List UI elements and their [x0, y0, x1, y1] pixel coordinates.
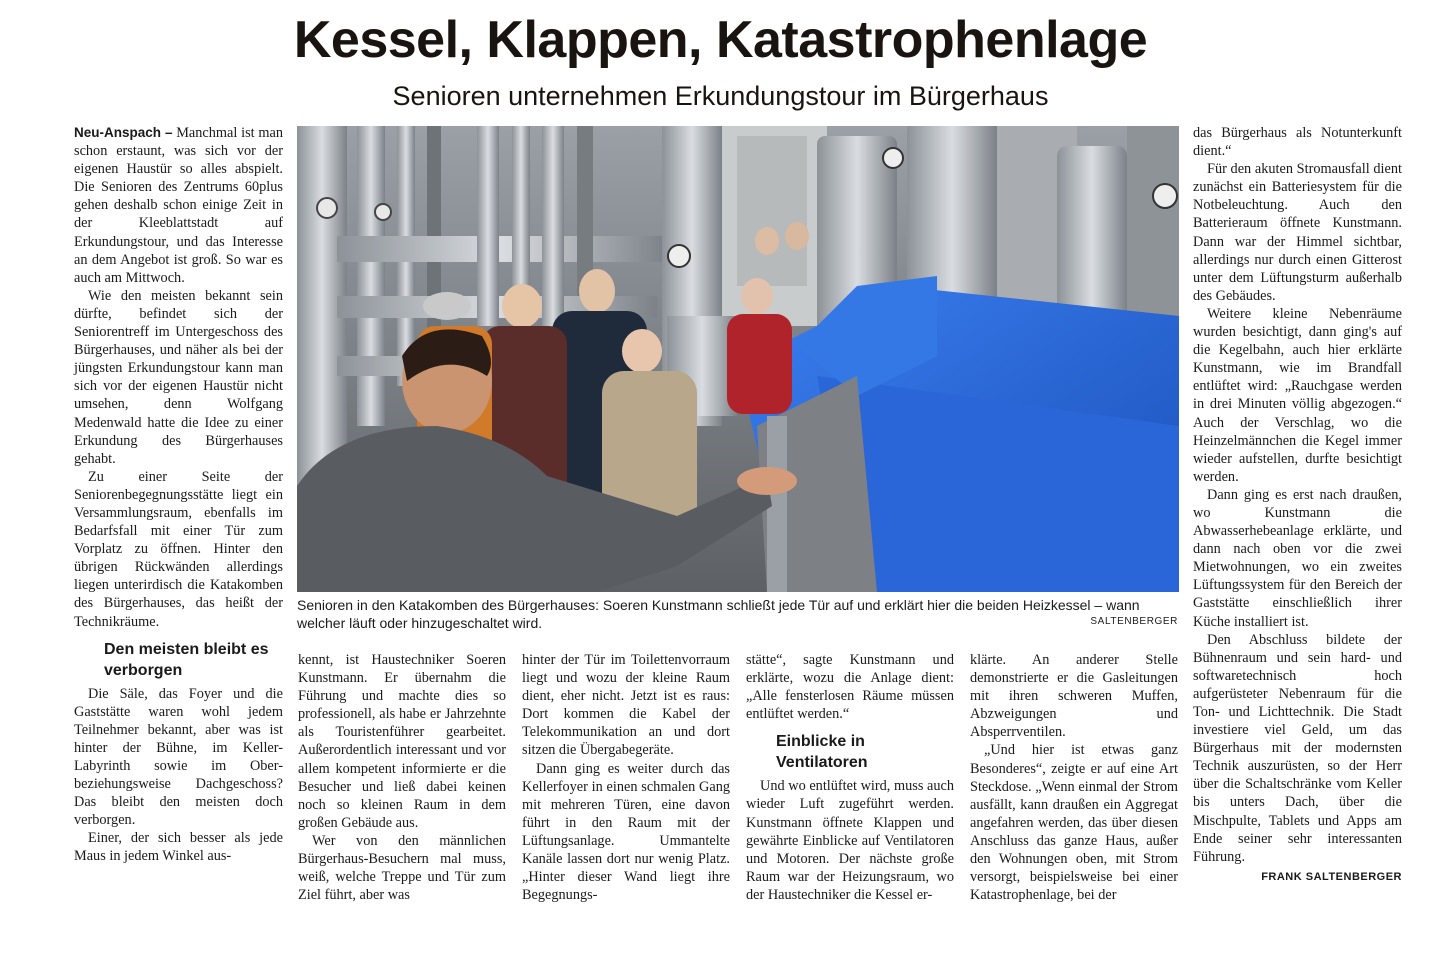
article-column-4: [746, 651, 954, 904]
article-column-2: [298, 651, 506, 904]
article-column-5: [970, 651, 1178, 904]
paragraph: Dann ging es erst nach draußen, wo Kunstmann die Abwasserhebeanlage erklärte, und dann nach oben vor die zwei Mietwohnungen, wo ein zweites Lüftungssystem für den Bereich der Gaststätte einschließlich ihrer Küche installiert ist.: [1193, 486, 1402, 630]
paragraph: Und wo entlüftet wird, muss auch wieder Luft zugeführt werden. Kunstmann öffnete Klappen und gewährte Einblicke auf Ventilatoren und Motoren. Der nächste große Raum war der Heizungsraum, wo der Haustechniker die Kessel er-: [746, 778, 954, 903]
photo-caption: Senioren in den Katakomben des Bürgerhauses: Soeren Kunstmann schließt jede Tür auf und erklärt hier die beiden Heizkessel – wann welcher läuft oder hinzugeschaltet wird.: [297, 597, 1140, 631]
paragraph: Zu einer Seite der Seniorenbegegnungsstätte liegt ein Versammlungsraum, ebenfalls im Bedarfsfall mit einer Tür zum Vorplatz zu öffnen. Hinter den übrigen Rückwänden allerdings liegen unterirdisch die Katakomben des Bürgerhauses, das heißt der Technikräume.: [74, 468, 283, 630]
paragraph: Für den akuten Stromausfall dient zunächst ein Batteriesystem für die Notbeleuchtung. Auch den Batterieraum öffnete Kunstmann. Dann war der Himmel sichtbar, allerdings nur durch einen Gitterost unter dem Lüftungsturm außerhalb des Gebäudes.: [1193, 161, 1402, 304]
paragraph: Wer von den männlichen Bürgerhaus-Besuchern mal muss, weiß, welche Treppe und Tür zum Ziel führt, aber was: [298, 832, 506, 904]
paragraph: das Bürgerhaus als Notunterkunft dient.“: [1193, 125, 1402, 160]
paragraph: hinter der Tür im Toilettenvorraum liegt und wozu der kleine Raum dient, eher nicht. Jetzt ist es raus: Dort kommen die Kabel der Telekommunikation an und dort sitzen die Übergabegeräte.: [522, 652, 730, 759]
article-photo: [297, 126, 1179, 592]
paragraph: „Und hier ist etwas ganz Besonderes“, zeigte er auf eine Art Steckdose. „Wenn einmal der Strom ausfällt, kann draußen ein Aggregat angefahren werden, das über diesen Anschluss das ganze Haus, außer den Wohnungen oben, mit Strom versorgt, beispielsweise bei einer Katastrophenlage, bei der: [970, 742, 1178, 904]
paragraph: Wie den meisten bekannt sein dürfte, befindet sich der Seniorentreff im Untergeschoss des Bürgerhauses, und näher als bei der jüngsten Erkundungstour kann man sich vor der eigenen Haustür nicht umsehen, denn Wolfgang Medenwald hatte die Idee zu einer Erkundung des Bürgerhauses gehabt.: [74, 287, 283, 467]
paragraph: Dann ging es weiter durch das Kellerfoyer in einen schmalen Gang mit mehreren Türen, eine davon führt in den Raum mit der Lüftungsanlage. Ummantelte Kanäle lassen dort nur wenig Platz. „Hinter dieser Wand liegt ihre Begegnungs-: [522, 760, 730, 904]
subheadline: Senioren unternehmen Erkundungstour im Bürgerhaus: [392, 81, 1049, 111]
paragraph: stätte“, sagte Kunstmann und erklärte, wozu die Anlage dient: „Alle fensterlosen Räume müssen entlüftet werden.“: [746, 652, 954, 723]
article-column-1: [74, 124, 283, 866]
article-column-6: [1193, 124, 1402, 886]
author-byline: FRANK SALTENBERGER: [1261, 870, 1402, 883]
paragraph: Einer, der sich besser als jede Maus in jedem Winkel aus-: [74, 830, 283, 865]
dateline: Neu-Anspach –: [74, 125, 173, 140]
headline: Kessel, Klappen, Katastrophenlage: [293, 11, 1148, 69]
paragraph: klärte. An anderer Stelle demonstrierte er die Gasleitungen mit ihren schweren Muffen, Abzweigungen und Absperrventilen.: [970, 652, 1178, 741]
subheading: Den meisten bleibt es verborgen: [104, 640, 269, 679]
paragraph: Die Säle, das Foyer und die Gaststätte waren wohl jedem Teilnehmer bekannt, aber was ist hinter der Bühne, im Keller-Labyrinth sowie im Ober- beziehungsweise Dachgeschoss? Das bleibt den meisten doch verborgen.: [74, 685, 283, 829]
subheading: Einblicke in Ventilatoren: [776, 733, 868, 772]
article-column-3: [522, 651, 730, 904]
paragraph: Den Abschluss bildete der Bühnenraum und sein hard- und softwaretechnisch hoch aufgerüsteter Nebenraum für die Ton- und Lichttechnik. Die Stadt investiere viel Geld, um das Bürgerhaus mit der modernsten Technik auszurüsten, so der Herr über die Schaltschränke vom Keller bis unters Dach, über die Mischpulte, Tablets und Apps am Ende seiner sehr interessanten Führung.: [1193, 631, 1402, 865]
photo-credit: SALTENBERGER: [1090, 616, 1178, 627]
paragraph: kennt, ist Haustechniker Soeren Kunstmann. Er übernahm die Führung und machte dies so professionell, als habe er Jahrzehnte als Touristenführer gearbeitet. Außerordentlich interessant und vor allem kompetent informierte er die Besucher und ließ dabei keinen noch so kleinen Raum in dem großen Gebäude aus.: [298, 652, 506, 831]
boiler-room-photo: [297, 126, 1179, 592]
paragraph: Neu-Anspach – Manchmal ist man schon erstaunt, was sich vor der eigenen Haustür so alles abspielt. Die Senioren des Zentrums 60plus gehen deshalb schon einige Zeit in der Kleeblattstadt auf Erkundungstour, und das Interesse an dem Angebot ist groß. So war es auch am Mittwoch.: [74, 125, 283, 286]
paragraph: Weitere kleine Nebenräume wurden besichtigt, dann ging's auf die Kegelbahn, auch hier erklärte Kunstmann, wie im Brandfall entlüftet wird: „Rauchgase werden in drei Minuten völlig abgezogen.“ Auch der Verschlag, wo die Heinzelmännchen die Kegel immer wieder aufstellen, durfte besichtigt werden.: [1193, 305, 1402, 485]
